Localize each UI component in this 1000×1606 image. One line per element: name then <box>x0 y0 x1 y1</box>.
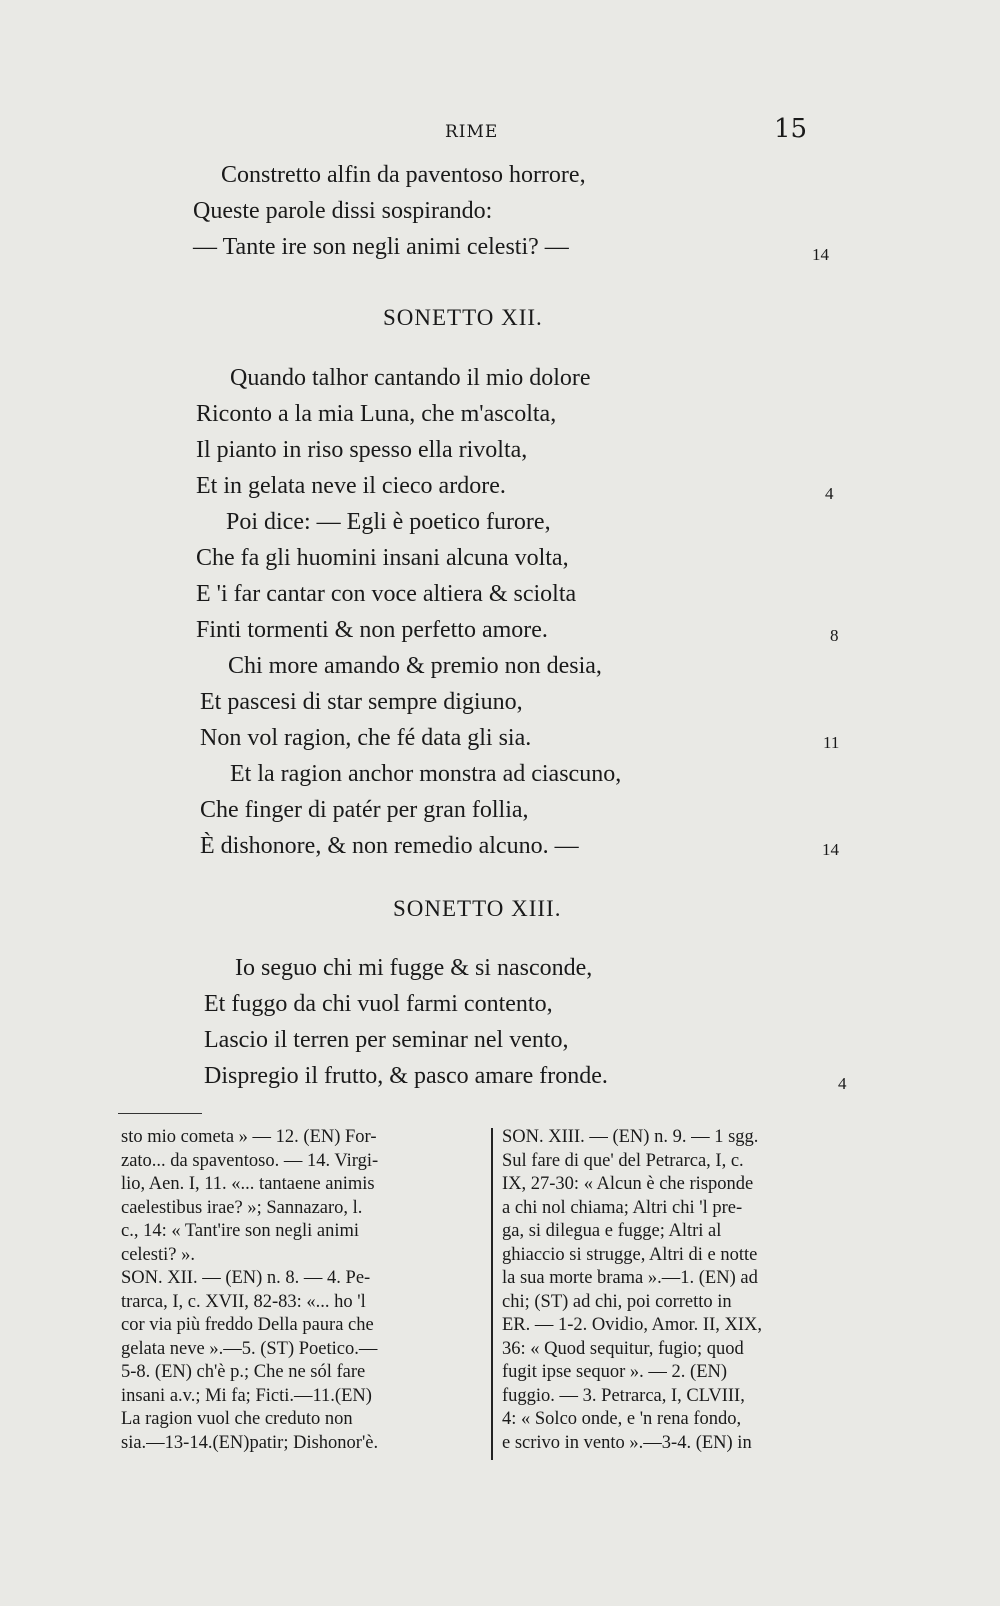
verse-line: — Tante ire son negli animi celesti? — <box>193 234 569 260</box>
verse-line: Et fuggo da chi vuol farmi contento, <box>204 991 553 1017</box>
line-number: 8 <box>830 626 839 645</box>
footnote-line: lio, Aen. I, 11. «... tantaene animis <box>121 1174 375 1194</box>
footnote-line: la sua morte brama ».—1. (EN) ad <box>502 1268 758 1288</box>
footnote-column-divider <box>491 1128 493 1460</box>
footnote-line: zato... da spaventoso. — 14. Virgi- <box>121 1150 379 1171</box>
footnote-line: insani a.v.; Mi fa; Ficti.—11.(EN) <box>121 1385 372 1406</box>
footnote-line: trarca, I, c. XVII, 82-83: «... ho 'l <box>121 1291 366 1312</box>
verse-line: Poi dice: — Egli è poetico furore, <box>226 509 551 535</box>
footnote-line: c., 14: « Tant'ire son negli animi <box>121 1221 360 1241</box>
footnote-line: ga, si dilegua e fugge; Altri al <box>502 1221 722 1241</box>
verse-line: E 'i far cantar con voce altiera & sciolta <box>196 581 577 607</box>
footnote-line: sia.—13-14.(EN)patir; Dishonor'è. <box>121 1432 379 1453</box>
footnotes-left-column <box>121 1126 481 1455</box>
footnote-line: IX, 27-30: « Alcun è che risponde <box>502 1174 754 1194</box>
verse-line: È dishonore, & non remedio alcuno. — <box>200 833 579 859</box>
footnote-line: SON. XIII. — (EN) n. 9. — 1 sgg. <box>502 1127 759 1147</box>
footnote-line: La ragion vuol che creduto non <box>121 1409 353 1429</box>
footnote-line: a chi nol chiama; Altri chi 'l pre- <box>502 1197 743 1218</box>
verse-line: Io seguo chi mi fugge & si nasconde, <box>235 955 593 981</box>
verse-line: Finti tormenti & non perfetto amore. <box>196 617 548 643</box>
footnotes-right-column <box>502 1126 862 1455</box>
line-number: 4 <box>838 1074 847 1093</box>
running-head: RIME <box>445 122 499 142</box>
verse-line: Che finger di patér per gran follia, <box>200 797 529 823</box>
verse-line: Chi more amando & premio non desia, <box>228 653 602 679</box>
footnote-line: 36: « Quod sequitur, fugio; quod <box>502 1338 744 1359</box>
footnote-line: e scrivo in vento ».—3-4. (EN) in <box>502 1432 752 1453</box>
verse-line: Riconto a la mia Luna, che m'ascolta, <box>196 401 557 427</box>
footnote-line: 5-8. (EN) ch'è p.; Che ne sól fare <box>121 1362 366 1382</box>
footnote-line: celesti? ». <box>121 1244 195 1265</box>
footnote-line: ghiaccio si strugge, Altri di e notte <box>502 1244 758 1265</box>
footnote-line: SON. XII. — (EN) n. 8. — 4. Pe- <box>121 1268 371 1288</box>
verse-line: Lascio il terren per seminar nel vento, <box>204 1027 569 1053</box>
sonnet-title: SONETTO XII. <box>383 305 543 330</box>
verse-line: Non vol ragion, che fé data gli sia. <box>200 725 532 751</box>
verse-line: Che fa gli huomini insani alcuna volta, <box>196 545 569 571</box>
verse-line: Et in gelata neve il cieco ardore. <box>196 473 506 499</box>
footnote-line: Sul fare di que' del Petrarca, I, c. <box>502 1150 744 1171</box>
line-number: 14 <box>812 245 829 264</box>
footnote-line: chi; (ST) ad chi, poi corretto in <box>502 1291 732 1312</box>
sonnet-title: SONETTO XIII. <box>393 896 562 921</box>
verse-line: Il pianto in riso spesso ella rivolta, <box>196 437 528 463</box>
verse-line: Quando talhor cantando il mio dolore <box>230 365 591 391</box>
verse-line: Dispregio il frutto, & pasco amare fronde. <box>204 1063 608 1089</box>
verse-line: Et la ragion anchor monstra ad ciascuno, <box>230 761 622 787</box>
line-number: 11 <box>823 733 840 752</box>
footnote-line: fugit ipse sequor ». — 2. (EN) <box>502 1362 728 1382</box>
footnote-line: cor via più freddo Della paura che <box>121 1315 374 1335</box>
footnote-line: sto mio cometa » — 12. (EN) For- <box>121 1127 377 1147</box>
footnote-line: caelestibus irae? »; Sannazaro, l. <box>121 1197 363 1218</box>
page-number: 15 <box>774 114 808 144</box>
footnote-line: fuggio. — 3. Petrarca, I, CLVIII, <box>502 1385 745 1406</box>
verse-line: Constretto alfin da paventoso horrore, <box>221 162 586 188</box>
verse-line: Queste parole dissi sospirando: <box>193 198 493 224</box>
footnote-line: ER. — 1-2. Ovidio, Amor. II, XIX, <box>502 1315 763 1335</box>
line-number: 14 <box>822 840 839 859</box>
footnote-rule <box>118 1113 202 1114</box>
footnote-line: gelata neve ».—5. (ST) Poetico.— <box>121 1338 378 1359</box>
footnote-line: 4: « Solco onde, e 'n rena fondo, <box>502 1409 742 1429</box>
verse-line: Et pascesi di star sempre digiuno, <box>200 689 523 715</box>
line-number: 4 <box>825 484 834 503</box>
